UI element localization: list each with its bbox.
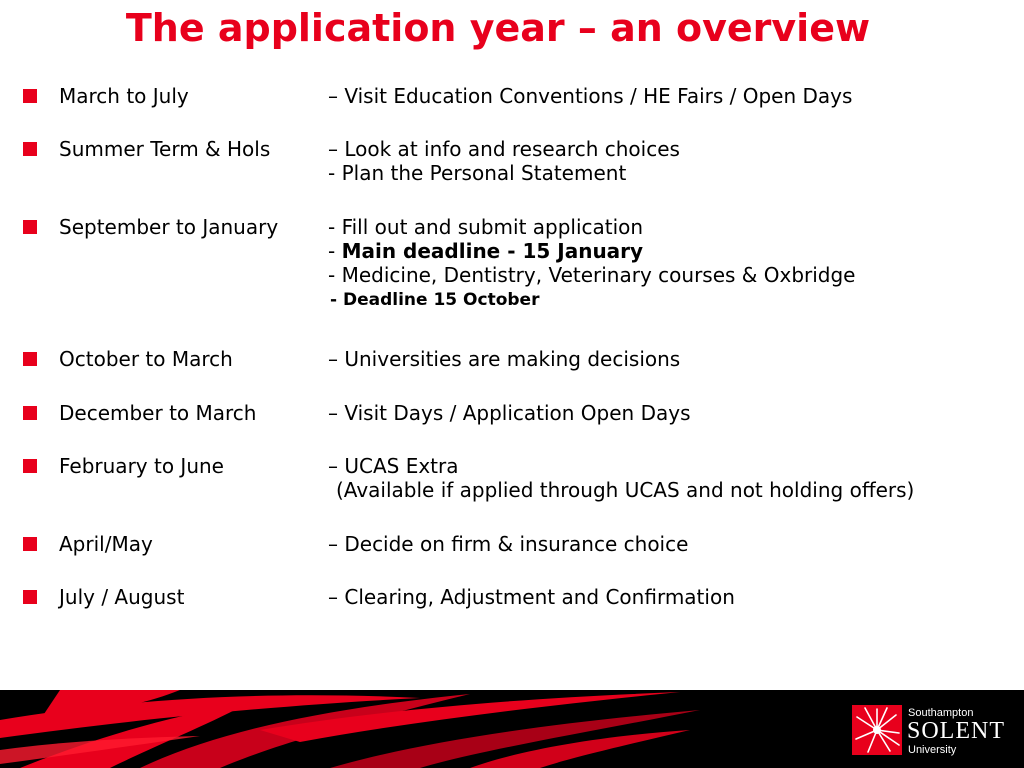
main-deadline-text: Main deadline - 15 January [341, 239, 644, 263]
description-line: - Plan the Personal Statement [328, 161, 627, 185]
description-line: – Clearing, Adjustment and Confirmation [328, 585, 735, 609]
main-deadline-prefix: - [328, 239, 342, 263]
timeline-description [328, 585, 735, 609]
timeline-description [328, 401, 691, 425]
bullet-square [23, 89, 37, 103]
timeline-period: April/May [59, 532, 153, 556]
page-title: The application year – an overview [125, 6, 871, 50]
description-line: - Medicine, Dentistry, Veterinary courses & Oxbridge [328, 263, 856, 287]
timeline-period: Summer Term & Hols [59, 137, 271, 161]
timeline-description [328, 454, 914, 502]
southampton-solent-logo [852, 705, 1012, 761]
bullet-square [23, 459, 37, 473]
timeline-description [328, 532, 688, 556]
description-line: - Fill out and submit application [328, 215, 644, 239]
bullet-square [23, 590, 37, 604]
logo-southampton-text: Southampton [908, 707, 974, 719]
timeline-period: September to January [59, 215, 279, 239]
logo-university-text: University [908, 744, 957, 756]
description-line: – Visit Days / Application Open Days [328, 401, 691, 425]
timeline-description [328, 84, 852, 108]
timeline-period: July / August [59, 585, 185, 609]
timeline-period: February to June [59, 454, 224, 478]
bullet-square [23, 537, 37, 551]
bullet-square [23, 220, 37, 234]
logo-solent-text: SOLENT [907, 718, 1005, 744]
bullet-square [23, 142, 37, 156]
timeline-period: March to July [59, 84, 189, 108]
timeline-period: October to March [59, 347, 233, 371]
description-line: – Look at info and research choices [328, 137, 680, 161]
bullet-square [23, 352, 37, 366]
timeline-description [328, 137, 680, 185]
solent-burst-icon [852, 705, 902, 755]
oxbridge-deadline-line: - Deadline 15 October [330, 290, 540, 310]
description-line: – Visit Education Conventions / HE Fairs / Open Days [328, 84, 853, 108]
description-line: – Decide on firm & insurance choice [328, 532, 689, 556]
timeline-period: December to March [59, 401, 257, 425]
description-line: (Available if applied through UCAS and not holding offers) [336, 478, 915, 502]
bullet-square [23, 406, 37, 420]
timeline-description [328, 347, 680, 371]
description-line: – UCAS Extra [328, 454, 459, 478]
timeline-description [328, 215, 856, 311]
description-line: – Universities are making decisions [328, 347, 681, 371]
main-deadline-line [328, 239, 856, 263]
